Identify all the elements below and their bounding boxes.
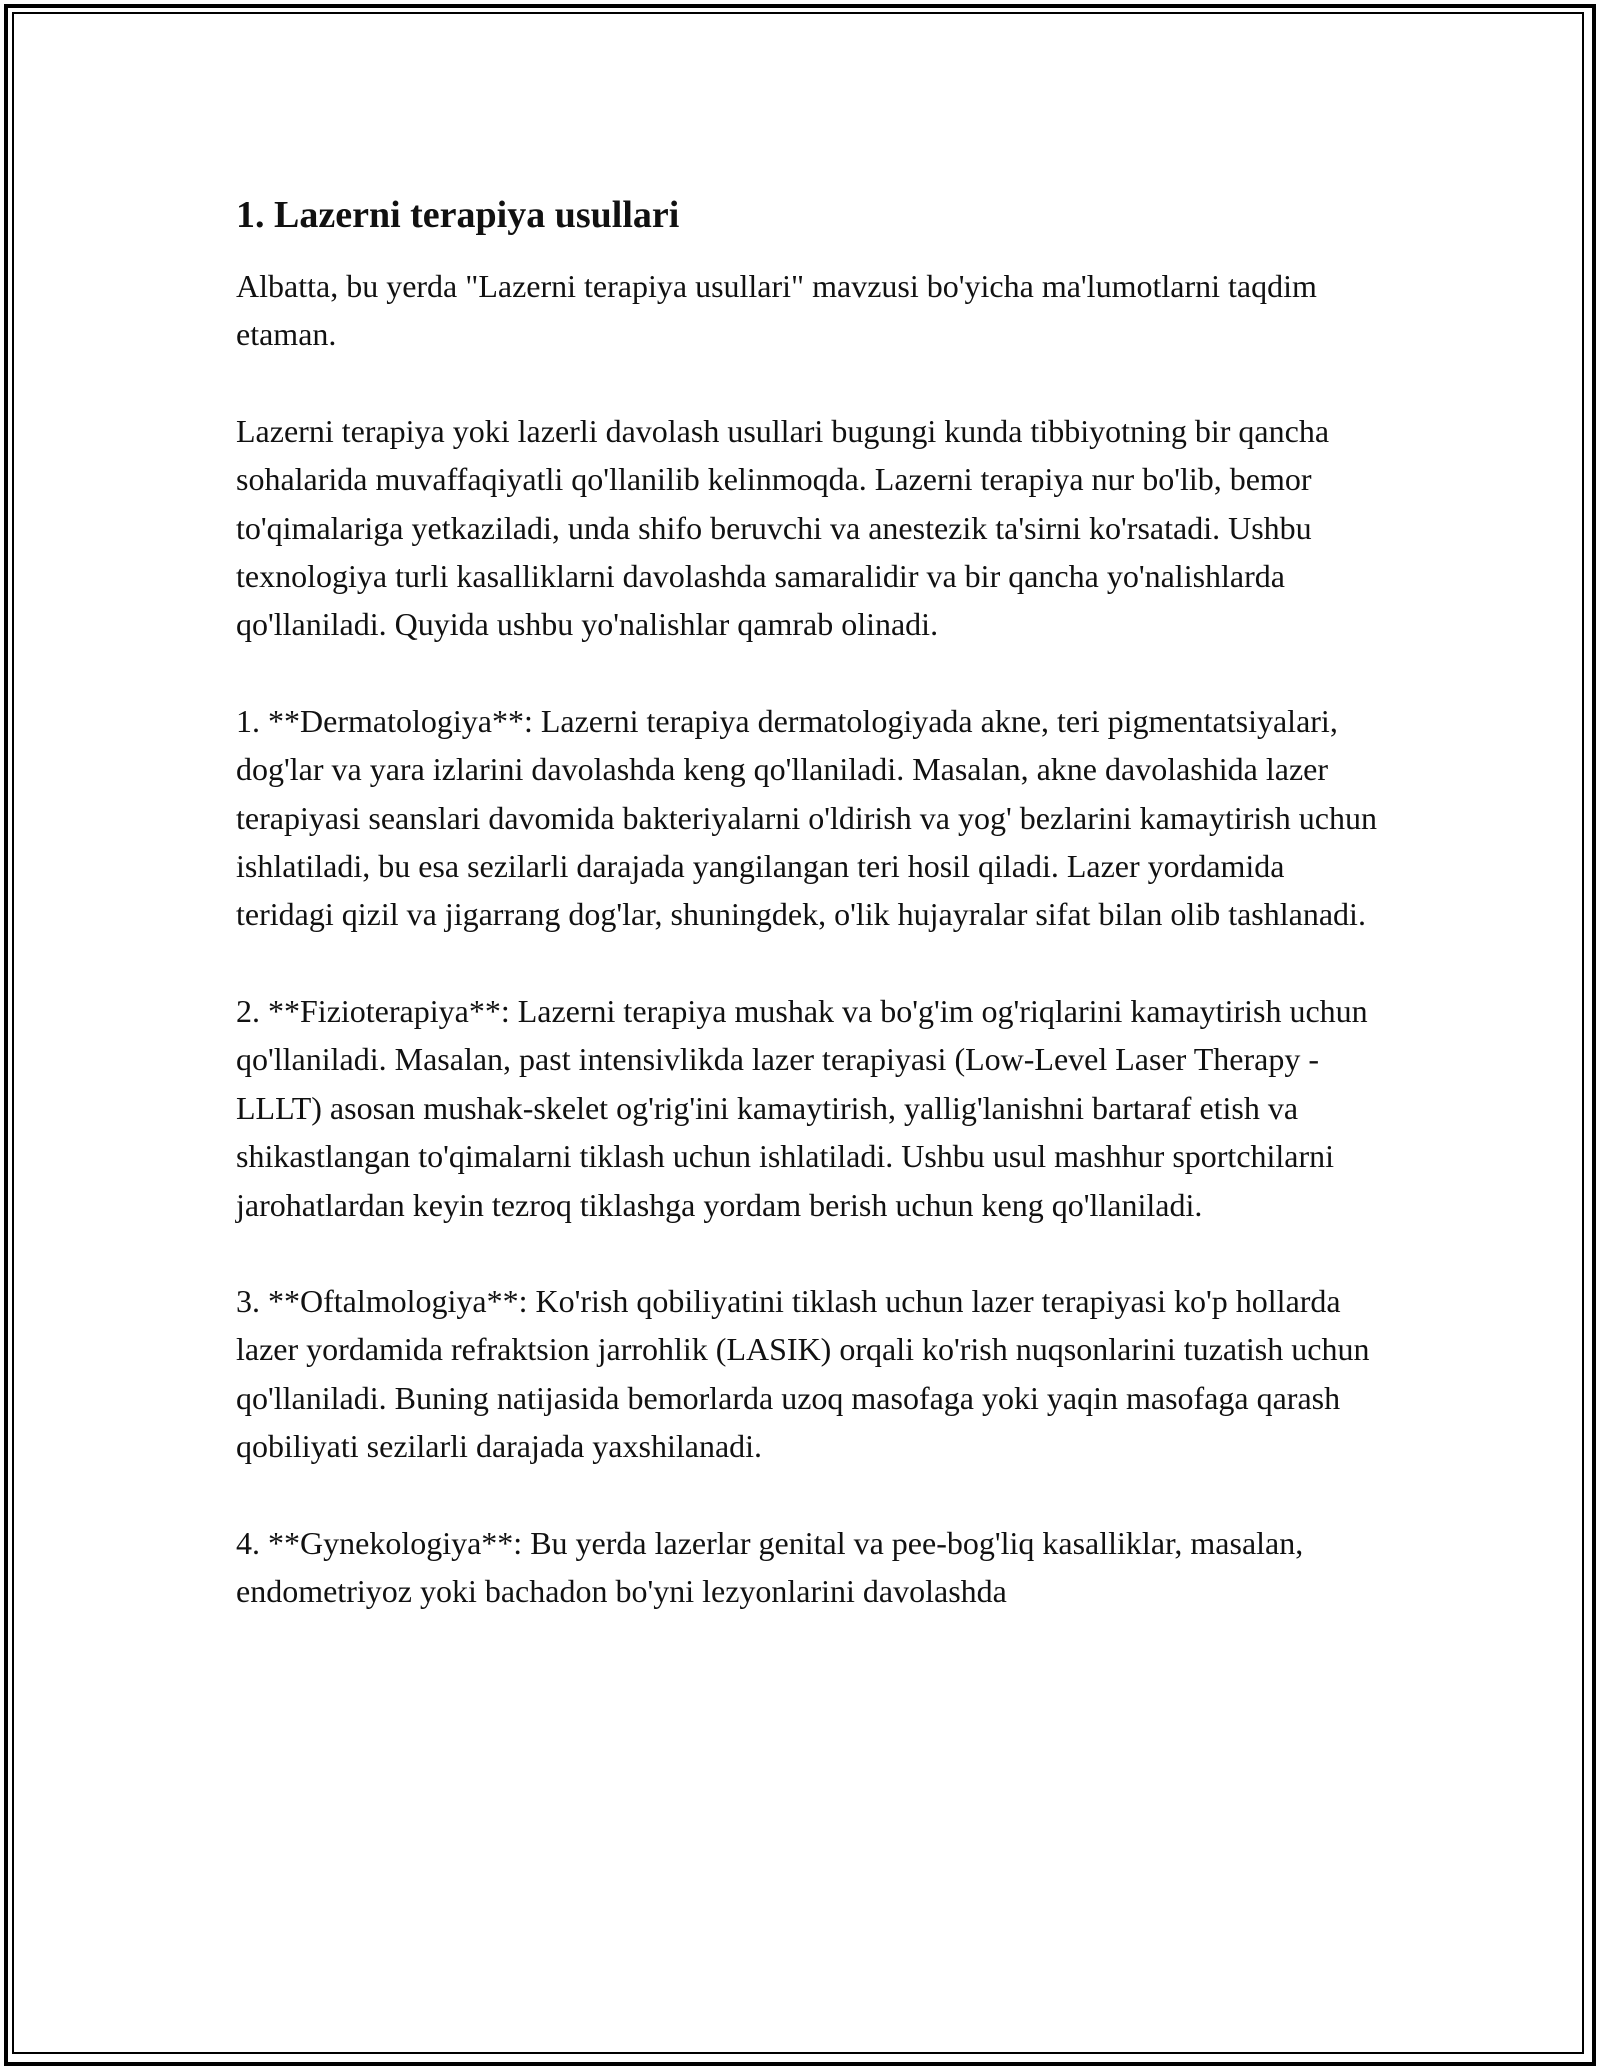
dermatology-paragraph: 1. **Dermatologiya**: Lazerni terapiya dermatologiyada akne, teri pigmentatsiyalari, dog'lar va yara izlarini davolashda keng qo'llaniladi. Masalan, akne davolashida lazer terapiyasi seanslari davomida bakteriyalarni o'ldirish va yog' bezlarini kamaytirish uchun ishlatiladi, bu esa sezilarli darajada yangilangan teri hosil qiladi. Lazer yordamida teridagi qizil va jigarrang dog'lar, shuningdek, o'lik hujayralar sifat bilan olib tashlanadi.	[236, 702, 1377, 933]
document-body	[236, 186, 1386, 1615]
ophthalmology-paragraph: 3. **Oftalmologiya**: Ko'rish qobiliyatini tiklash uchun lazer terapiyasi ko'p hollarda lazer yordamida refraktsion jarrohlik (LASIK) orqali ko'rish nuqsonlarini tuzatish uchun qo'llaniladi. Buning natijasida bemorlarda uzoq masofaga yoki yaqin masofaga qarash qobiliyati sezilarli darajada yaxshilanadi.	[236, 1282, 1370, 1465]
intro-paragraph: Albatta, bu yerda "Lazerni terapiya usullari" mavzusi bo'yicha ma'lumotlarni taqdim etaman.	[236, 268, 1317, 353]
section-heading: 1. Lazerni terapiya usullari	[236, 194, 680, 236]
gynecology-paragraph: 4. **Gynekologiya**: Bu yerda lazerlar genital va pee-bog'liq kasalliklar, masalan, endometriyoz yoki bachadon bo'yni lezyonlarini davolashda	[236, 1524, 1304, 1609]
physiotherapy-paragraph: 2. **Fizioterapiya**: Lazerni terapiya mushak va bo'g'im og'riqlarini kamaytirish uchun qo'llaniladi. Masalan, past intensivlikda lazer terapiyasi (Low-Level Laser Therapy - LLLT) asosan mushak-skelet og'rig'ini kamaytirish, yallig'lanishni bartaraf etish va shikastlangan to'qimalarni tiklash uchun ishlatiladi. Ushbu usul mashhur sportchilarni jarohatlardan keyin tezroq tiklashga yordam berish uchun keng qo'llaniladi.	[236, 992, 1368, 1223]
overview-paragraph: Lazerni terapiya yoki lazerli davolash usullari bugungi kunda tibbiyotning bir qancha sohalarida muvaffaqiyatli qo'llanilib kelinmoqda. Lazerni terapiya nur bo'lib, bemor to'qimalariga yetkaziladi, unda shifo beruvchi va anestezik ta'sirni ko'rsatadi. Ushbu texnologiya turli kasalliklarni davolashda samaralidir va bir qancha yo'nalishlarda qo'llaniladi. Quyida ushbu yo'nalishlar qamrab olinadi.	[236, 412, 1330, 643]
